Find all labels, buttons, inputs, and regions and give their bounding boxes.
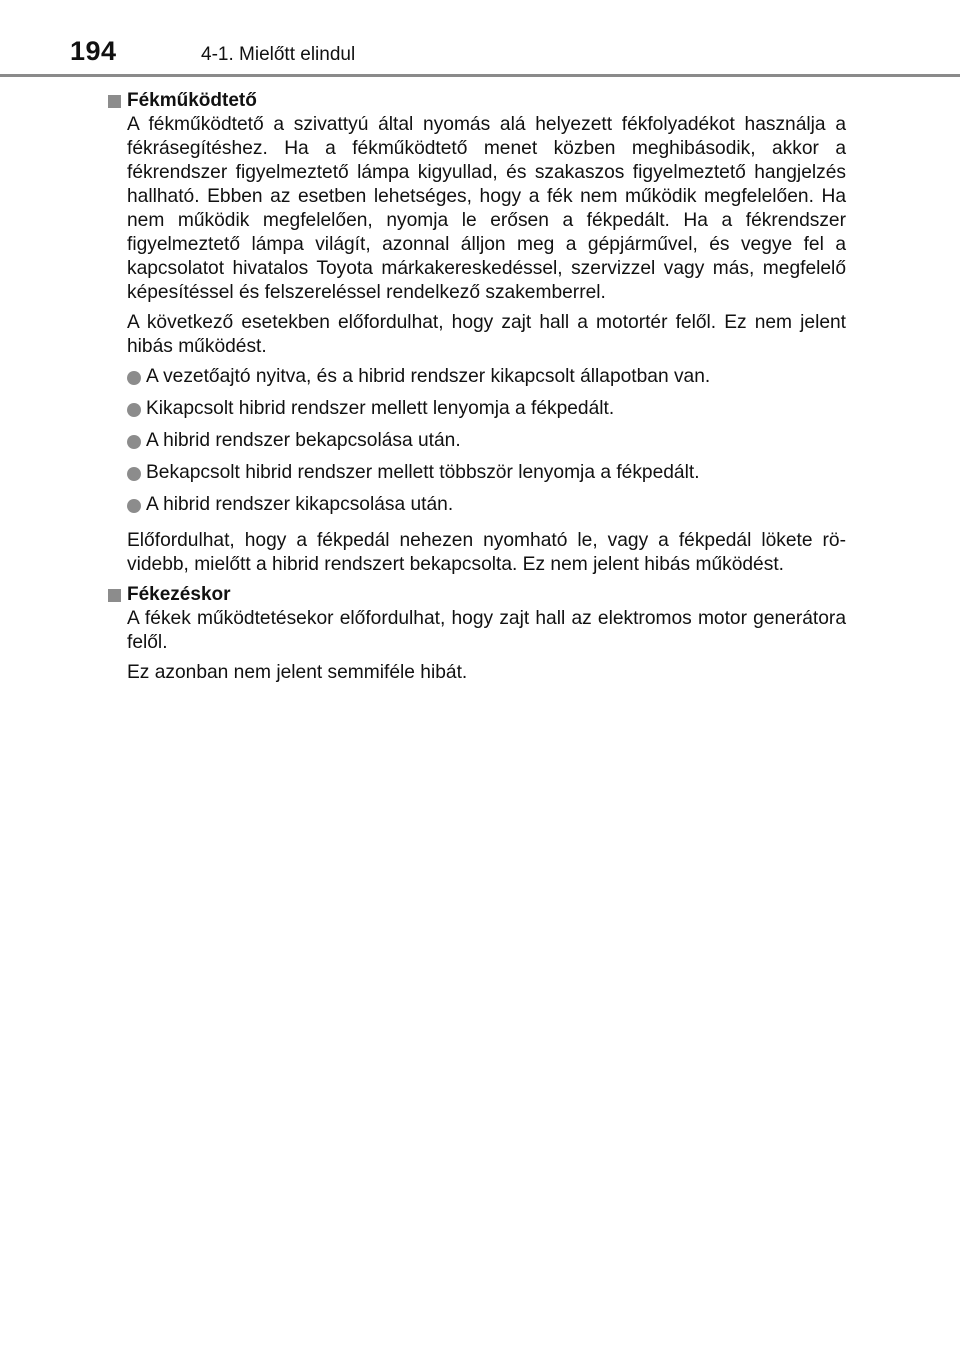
paragraph: Ez azonban nem jelent semmiféle hibát. xyxy=(127,662,468,683)
page-content xyxy=(108,89,846,691)
list-item-text: A hibrid rendszer kikapcsolása után. xyxy=(146,494,454,515)
section-fekezeskor xyxy=(108,583,846,685)
list-item xyxy=(127,429,846,453)
page-number: 194 xyxy=(70,36,117,66)
list-item-text: Kikapcsolt hibrid rendszer mellett lenyomja a fékpedált. xyxy=(146,398,615,419)
list-item xyxy=(127,461,846,485)
section-title: 4-1. Mielőtt elindul xyxy=(201,44,356,65)
list-item xyxy=(127,493,846,517)
paragraph: A fékműködtető a szivattyú által nyomás alá helyezett fékfolyadékot használja a fékrásegítéshez. Ha a fékműködtető menet közben meghibásodik, akkor a fékrendszer figyelmeztető lámpa kigyullad, és szakaszos figyelmeztető hangjelzés hallható. Ebben az esetben lehetséges, hogy a fék nem működik megfelelően. Ha nem működik megfelelően, nyomja le erősen a fékpedált. Ha a fékrendszer figyelmeztető lámpa világít, azonnal álljon meg a gépjárművel, és vegye fel a kapcsolatot hivatalos Toyota márkakereskedéssel, szervizzel vagy más, megfelelő képesítéssel és felszereléssel rendelkező szakemberrel. xyxy=(127,114,846,303)
round-bullet-icon xyxy=(127,371,141,385)
list-item xyxy=(127,365,846,389)
square-bullet-icon xyxy=(108,95,121,108)
list-item-text: A vezetőajtó nyitva, és a hibrid rendszer kikapcsolt állapotban van. xyxy=(146,366,711,387)
list-item xyxy=(127,397,846,421)
paragraph: Előfordulhat, hogy a fékpedál nehezen nyomható le, vagy a fékpedál lökete rövidebb, mielőtt a hibrid rendszert bekapcsolta. Ez nem jelent hibás működést. xyxy=(127,530,846,575)
round-bullet-icon xyxy=(127,435,141,449)
list-item-text: A hibrid rendszer bekapcsolása után. xyxy=(146,430,461,451)
section-heading xyxy=(108,583,846,607)
section-heading-text: Fékműködtető xyxy=(127,90,257,111)
section-heading xyxy=(108,89,846,113)
paragraph: A fékek működtetésekor előfordulhat, hogy zajt hall az elektromos motor generátora felől. xyxy=(127,608,846,653)
round-bullet-icon xyxy=(127,403,141,417)
round-bullet-icon xyxy=(127,467,141,481)
section-heading-text: Fékezéskor xyxy=(127,584,231,605)
square-bullet-icon xyxy=(108,589,121,602)
page-header xyxy=(0,0,960,78)
paragraph: A következő esetekben előfordulhat, hogy zajt hall a motortér felől. Ez nem jelent hibás működést. xyxy=(127,312,846,357)
list-item-text: Bekapcsolt hibrid rendszer mellett többször lenyomja a fékpedált. xyxy=(146,462,700,483)
header-divider xyxy=(0,74,960,77)
round-bullet-icon xyxy=(127,499,141,513)
section-fekmukodteto xyxy=(108,89,846,577)
